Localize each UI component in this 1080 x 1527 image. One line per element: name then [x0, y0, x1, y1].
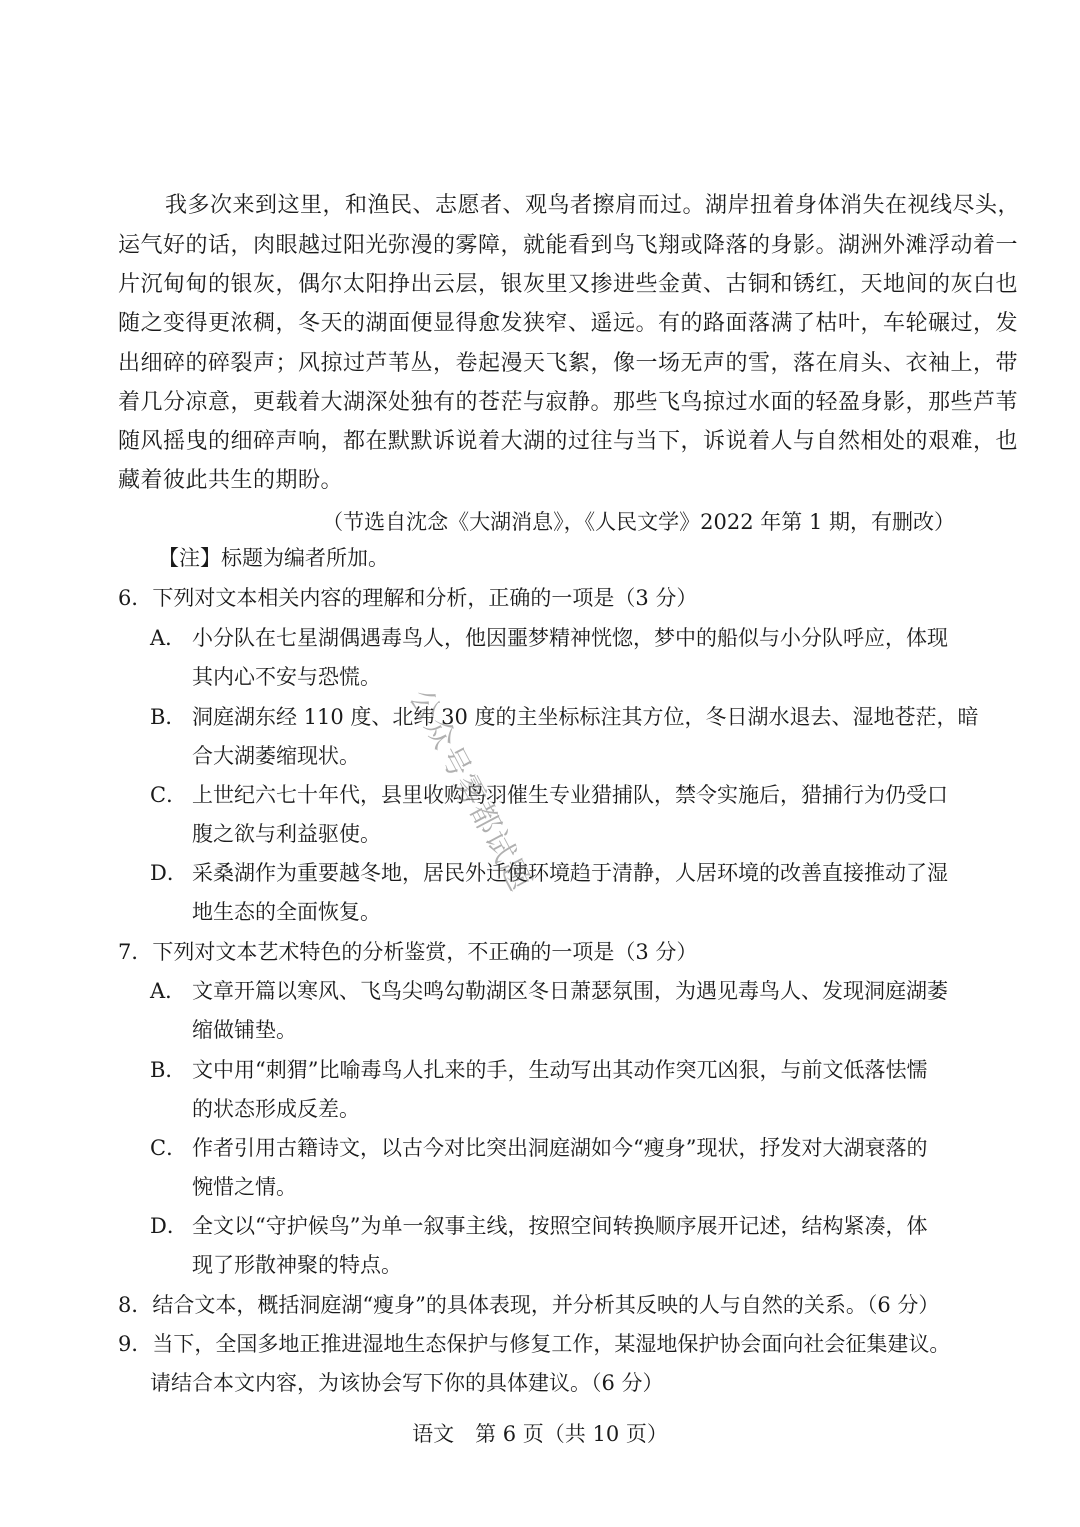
- editor-note: 【注】标题为编者所加。: [158, 546, 389, 570]
- q6-option-d-cont: 地生态的全面恢复。: [192, 900, 381, 924]
- q7-option-d-cont: 现了形散神聚的特点。: [192, 1253, 402, 1277]
- q6-option-d: D． 采桑湖作为重要越冬地，居民外迁使环境趋于清静，人居环境的改善直接推动了湿: [150, 861, 948, 885]
- passage-line: 随风摇曳的细碎声响，都在默默诉说着大湖的过往与当下，诉说着人与自然相处的艰难，也: [118, 429, 1019, 454]
- q6-option-c-cont: 腹之欲与利益驱使。: [192, 822, 381, 846]
- question-7-stem: 7．下列对文本艺术特色的分析鉴赏，不正确的一项是（3 分）: [118, 940, 698, 964]
- q7-option-a-cont: 缩做铺垫。: [192, 1018, 297, 1042]
- page-footer: 语文 第 6 页（共 10 页）: [412, 1422, 668, 1446]
- q6-option-b: B． 洞庭湖东经 110 度、北纬 30 度的主坐标标注其方位，冬日湖水退去、湿地苍茫，暗: [150, 705, 979, 729]
- question-9-stem: 9．当下，全国多地正推进湿地生态保护与修复工作，某湿地保护协会面向社会征集建议。: [118, 1332, 951, 1356]
- q7-option-d: D． 全文以“守护候鸟”为单一叙事主线，按照空间转换顺序展开记述，结构紧凑，体: [150, 1214, 928, 1238]
- passage-line: 片沉甸甸的银灰，偶尔太阳挣出云层，银灰里又掺进些金黄、古铜和锈红，天地间的灰白也: [118, 272, 1019, 297]
- passage-source: （节选自沈念《大湖消息》，《人民文学》2022 年第 1 期，有删改）: [322, 510, 955, 534]
- q6-option-a: A． 小分队在七星湖偶遇毒鸟人，他因噩梦精神恍惚，梦中的船似与小分队呼应，体现: [150, 626, 948, 650]
- q7-option-b-cont: 的状态形成反差。: [192, 1097, 360, 1121]
- q7-option-a: A． 文章开篇以寒风、飞鸟尖鸣勾勒湖区冬日萧瑟氛围，为遇见毒鸟人、发现洞庭湖萎: [150, 979, 948, 1003]
- q6-option-b-cont: 合大湖萎缩现状。: [192, 744, 360, 768]
- question-6-stem: 6．下列对文本相关内容的理解和分析，正确的一项是（3 分）: [118, 586, 698, 610]
- question-8-stem: 8．结合文本，概括洞庭湖“瘦身”的具体表现，并分析其反映的人与自然的关系。（6 分）: [118, 1293, 940, 1317]
- watermark-text: 公众号雾都试题: [402, 683, 539, 898]
- question-9-stem-cont: 请结合本文内容，为该协会写下你的具体建议。（6 分）: [150, 1371, 664, 1395]
- q6-option-c: C． 上世纪六七十年代，县里收购鸟羽催生专业猎捕队，禁令实施后，猎捕行为仍受口: [150, 783, 948, 807]
- q6-option-a-cont: 其内心不安与恐慌。: [192, 665, 381, 689]
- passage-line: 着几分凉意，更载着大湖深处独有的苍茫与寂静。那些飞鸟掠过水面的轻盈身影，那些芦苇: [118, 390, 1019, 415]
- passage-line: 藏着彼此共生的期盼。: [118, 468, 344, 493]
- passage-line: 随之变得更浓稠，冬天的湖面便显得愈发狭窄、遥远。有的路面落满了枯叶，车轮碾过，发: [118, 311, 1019, 336]
- passage-line: 出细碎的碎裂声；风掠过芦苇丛，卷起漫天飞絮，像一场无声的雪，落在肩头、衣袖上，带: [118, 351, 1019, 376]
- q7-option-c: C． 作者引用古籍诗文，以古今对比突出洞庭湖如今“瘦身”现状，抒发对大湖衰落的: [150, 1136, 928, 1160]
- passage-line: 运气好的话，肉眼越过阳光弥漫的雾障，就能看到鸟飞翔或降落的身影。湖洲外滩浮动着一: [118, 233, 1019, 258]
- q7-option-b: B． 文中用“刺猬”比喻毒鸟人扎来的手，生动写出其动作突兀凶狠，与前文低落怯懦: [150, 1058, 928, 1082]
- q7-option-c-cont: 惋惜之情。: [192, 1175, 297, 1199]
- passage-line: 我多次来到这里，和渔民、志愿者、观鸟者擦肩而过。湖岸扭着身体消失在视线尽头，: [165, 193, 1021, 218]
